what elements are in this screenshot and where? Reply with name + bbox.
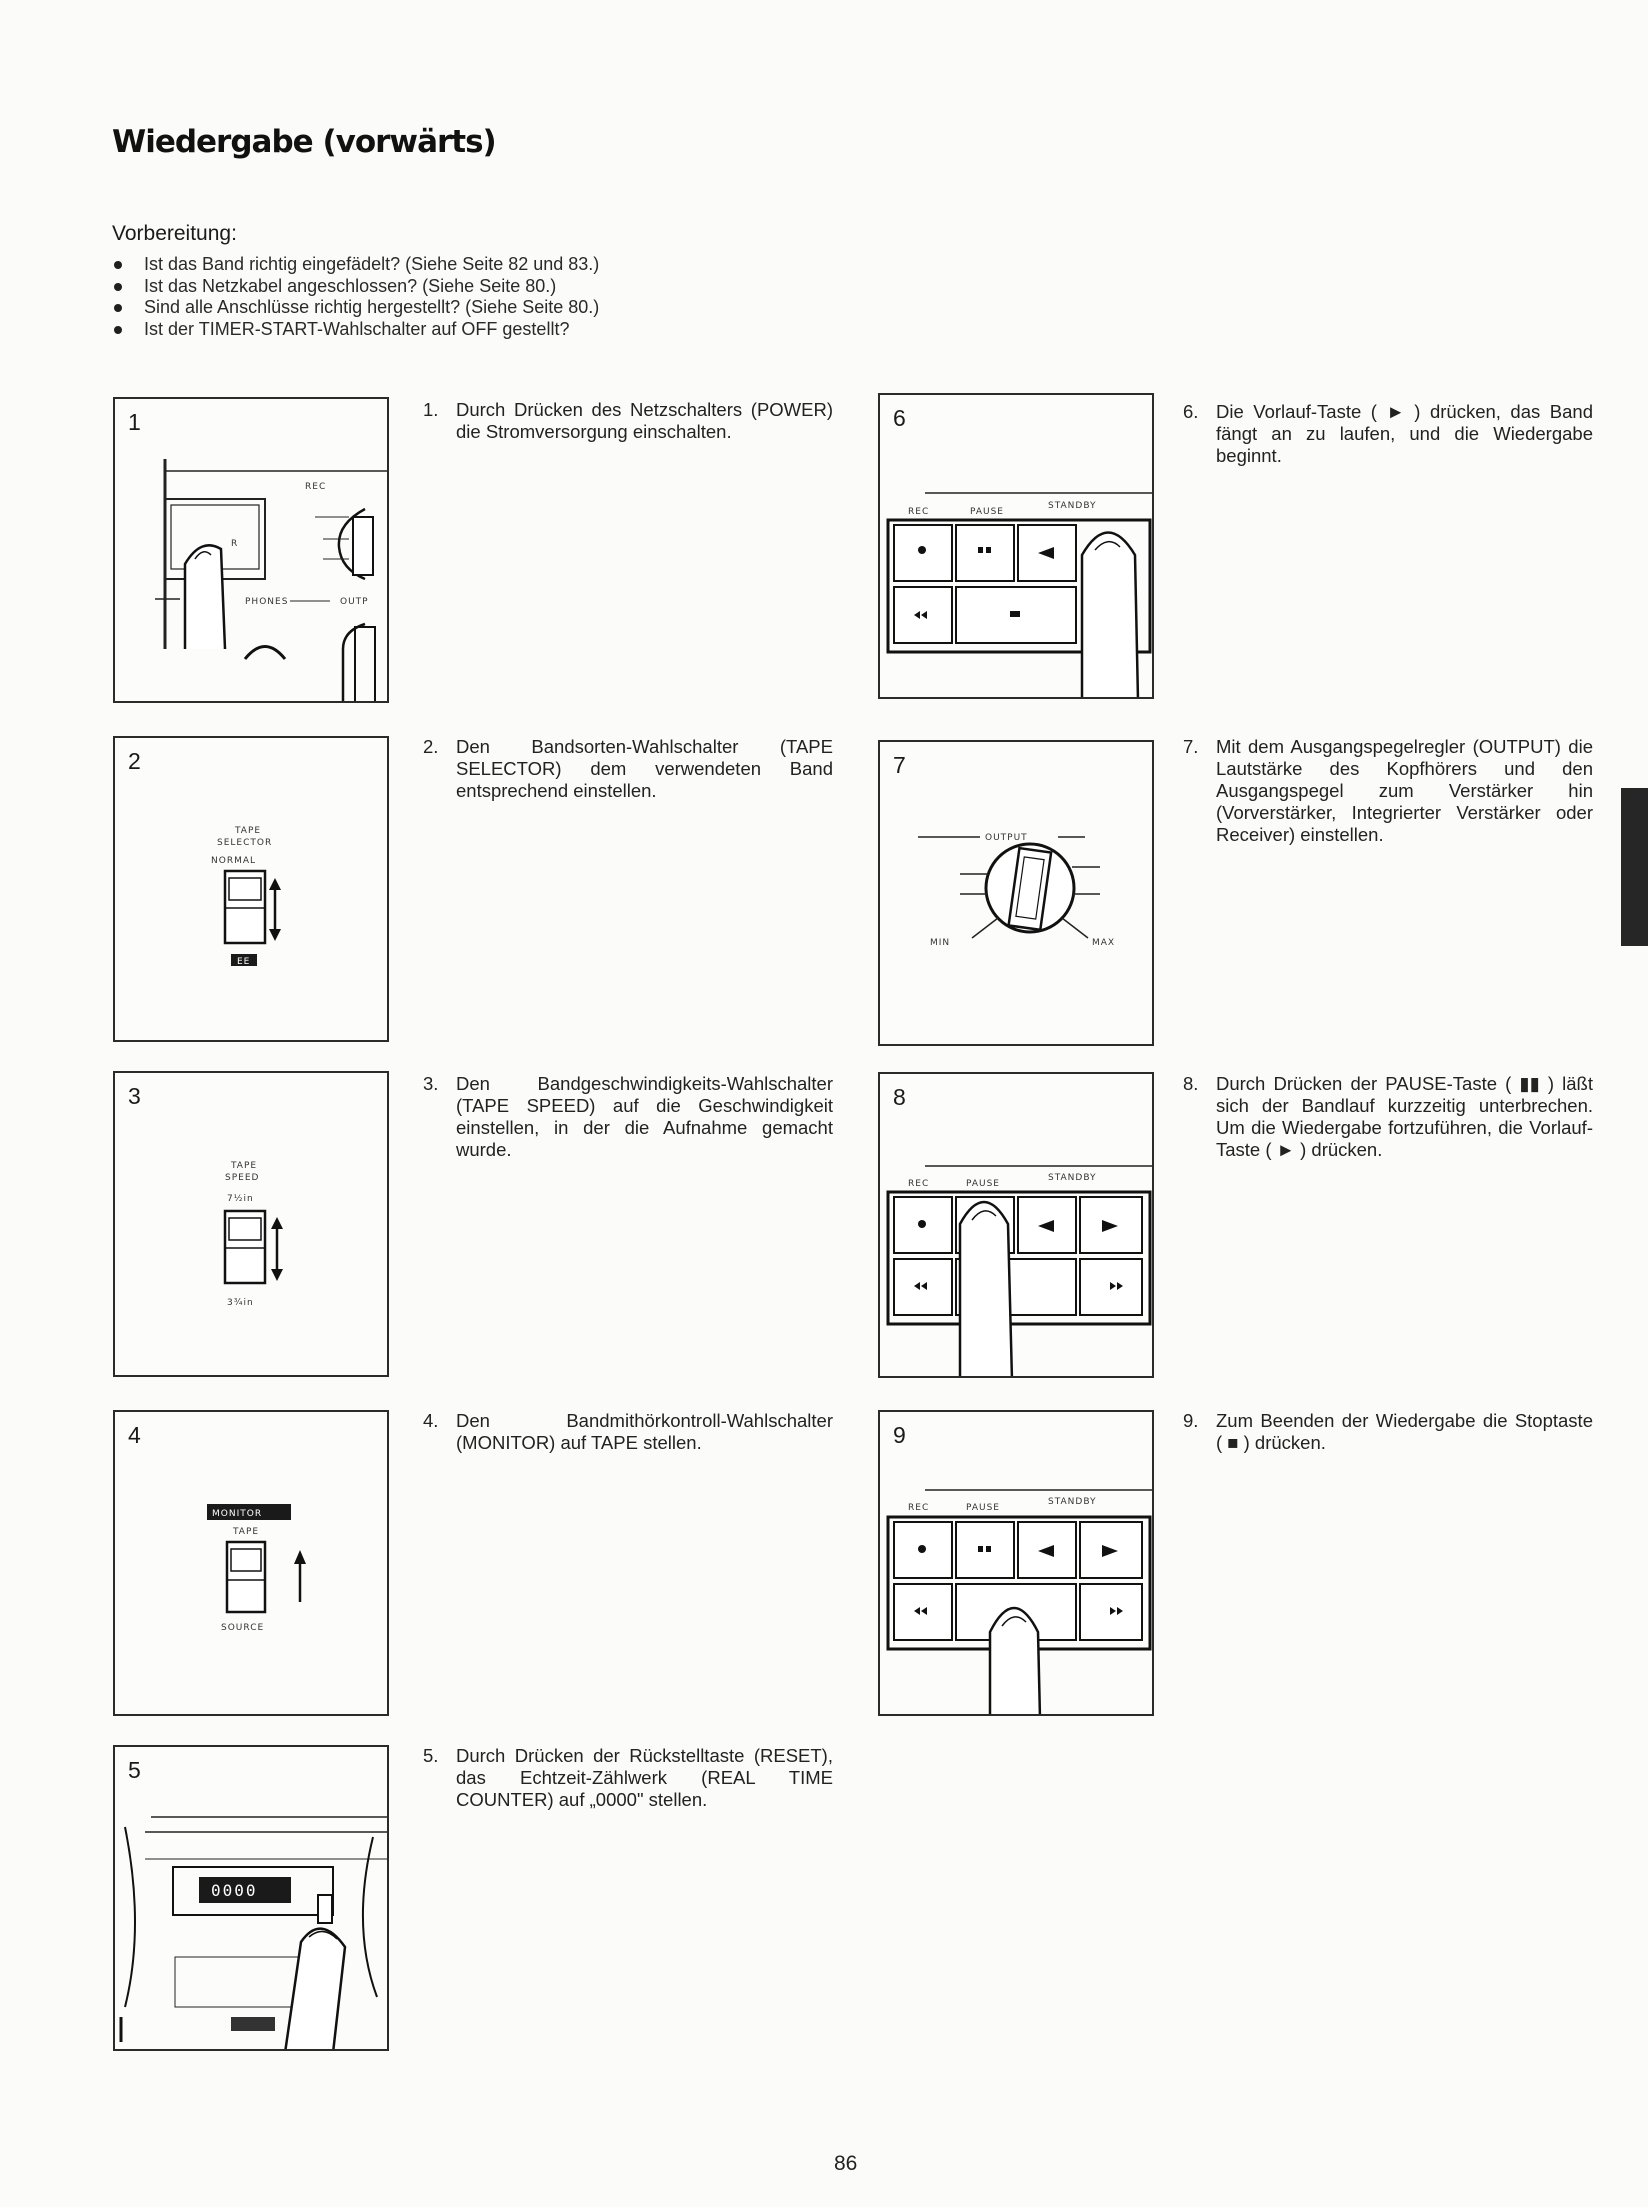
step-4-illustration bbox=[113, 1410, 389, 1716]
max-label: MAX bbox=[1092, 938, 1116, 948]
step-text: Mit dem Ausgangspegelregler (OUTPUT) die Lautstärke des Kopfhörers und den Ausgangspegel zum Verstärker hin (Vorverstärker, Integrierter Verstärker oder Receiver) einstellen. bbox=[1216, 736, 1593, 845]
step-number: 8 bbox=[893, 1084, 906, 1110]
tape-speed-label-1: TAPE bbox=[231, 1161, 258, 1171]
pause-label: PAUSE bbox=[966, 1179, 1000, 1189]
output-knob-drawing bbox=[880, 742, 1154, 1046]
transport-pause-drawing bbox=[880, 1074, 1154, 1378]
step-9-illustration bbox=[878, 1410, 1154, 1716]
step-6-illustration bbox=[878, 393, 1154, 699]
preparation-checklist bbox=[112, 254, 599, 340]
step-1-illustration bbox=[113, 397, 389, 703]
step-text: Durch Drücken der PAUSE-Taste ( ▮▮ ) läßt sich der Bandlauf kurzzeitig unterbrechen. Um die Wiedergabe fortzuführen, die Vorlauf-Taste ( ► ) drücken. bbox=[1216, 1073, 1593, 1160]
standby-label: STANDBY bbox=[1048, 1173, 1097, 1183]
standby-label: STANDBY bbox=[1048, 501, 1097, 511]
output-label: OUTPUT bbox=[985, 833, 1028, 843]
step-3-illustration bbox=[113, 1071, 389, 1377]
step-number: 2 bbox=[128, 748, 141, 774]
step-8-illustration bbox=[878, 1072, 1154, 1378]
step-2-instruction bbox=[423, 736, 833, 802]
preparation-heading: Vorbereitung: bbox=[112, 222, 237, 245]
counter-display: 0000 bbox=[211, 1881, 258, 1900]
step-number: 6 bbox=[893, 405, 906, 431]
step-text: Den Bandsorten-Wahlschalter (TAPE SELECTOR) dem verwendeten Band entsprechend einstellen. bbox=[456, 736, 833, 801]
transport-play-drawing bbox=[880, 395, 1154, 699]
output-short-label: OUTP bbox=[340, 597, 369, 607]
checklist-item: Ist das Netzkabel angeschlossen? (Siehe Seite 80.) bbox=[112, 276, 599, 298]
phones-label: PHONES bbox=[245, 597, 289, 607]
chapter-edge-tab bbox=[1621, 788, 1648, 946]
tape-selector-label-2: SELECTOR bbox=[217, 838, 273, 848]
pause-label: PAUSE bbox=[966, 1503, 1000, 1513]
speed-high-label: 7½in bbox=[227, 1194, 254, 1204]
source-label: SOURCE bbox=[221, 1623, 265, 1633]
tape-speed-label-2: SPEED bbox=[225, 1173, 260, 1183]
rec-label: REC bbox=[908, 1179, 930, 1189]
step-number: 3 bbox=[128, 1083, 141, 1109]
standby-label: STANDBY bbox=[1048, 1497, 1097, 1507]
step-label: 6. bbox=[1183, 401, 1199, 422]
step-7-instruction bbox=[1183, 736, 1593, 846]
checklist-item: Ist das Band richtig eingefädelt? (Siehe Seite 82 und 83.) bbox=[112, 254, 599, 276]
step-label: 3. bbox=[423, 1073, 439, 1094]
monitor-switch-drawing bbox=[115, 1412, 389, 1716]
step-text: Die Vorlauf-Taste ( ► ) drücken, das Band fängt an zu laufen, und die Wiedergabe beginnt. bbox=[1216, 401, 1593, 466]
normal-label: NORMAL bbox=[211, 856, 257, 866]
min-label: MIN bbox=[930, 938, 951, 948]
power-switch-drawing bbox=[115, 399, 389, 703]
step-4-instruction bbox=[423, 1410, 833, 1454]
transport-stop-drawing bbox=[880, 1412, 1154, 1716]
step-2-illustration bbox=[113, 736, 389, 1042]
tape-selector-label-1: TAPE bbox=[235, 826, 262, 836]
step-label: 9. bbox=[1183, 1410, 1199, 1431]
step-9-instruction bbox=[1183, 1410, 1593, 1454]
checklist-item: Sind alle Anschlüsse richtig hergestellt? (Siehe Seite 80.) bbox=[112, 297, 599, 319]
step-text: Den Bandmithörkontroll-Wahlschalter (MONITOR) auf TAPE stellen. bbox=[456, 1410, 833, 1453]
tape-label: TAPE bbox=[233, 1527, 260, 1537]
step-label: 8. bbox=[1183, 1073, 1199, 1094]
step-label: 5. bbox=[423, 1745, 439, 1766]
reset-counter-drawing bbox=[115, 1747, 389, 2051]
step-label: 2. bbox=[423, 736, 439, 757]
rec-label: REC bbox=[305, 482, 327, 492]
step-7-illustration bbox=[878, 740, 1154, 1046]
ee-label: EE bbox=[237, 957, 251, 967]
rec-label: REC bbox=[908, 1503, 930, 1513]
monitor-label: MONITOR bbox=[212, 1509, 263, 1519]
step-5-illustration bbox=[113, 1745, 389, 2051]
step-number: 5 bbox=[128, 1757, 141, 1783]
page-title: Wiedergabe (vorwärts) bbox=[112, 124, 496, 160]
step-label: 1. bbox=[423, 399, 439, 420]
power-label: R bbox=[231, 539, 239, 549]
step-label: 4. bbox=[423, 1410, 439, 1431]
step-8-instruction bbox=[1183, 1073, 1593, 1161]
pause-label: PAUSE bbox=[970, 507, 1004, 517]
step-1-instruction bbox=[423, 399, 833, 443]
step-3-instruction bbox=[423, 1073, 833, 1161]
step-text: Den Bandgeschwindigkeits-Wahlschalter (TAPE SPEED) auf die Geschwindigkeit einstellen, in der die Aufnahme gemacht wurde. bbox=[456, 1073, 833, 1160]
step-label: 7. bbox=[1183, 736, 1199, 757]
step-text: Durch Drücken der Rückstelltaste (RESET), das Echtzeit-Zählwerk (REAL TIME COUNTER) auf „0000" stellen. bbox=[456, 1745, 833, 1810]
page-number: 86 bbox=[834, 2152, 858, 2175]
step-number: 1 bbox=[128, 409, 141, 435]
step-number: 4 bbox=[128, 1422, 141, 1448]
step-6-instruction bbox=[1183, 401, 1593, 467]
step-text: Durch Drücken des Netzschalters (POWER) die Stromversorgung einschalten. bbox=[456, 399, 833, 442]
step-number: 7 bbox=[893, 752, 906, 778]
step-5-instruction bbox=[423, 1745, 833, 1811]
checklist-item: Ist der TIMER-START-Wahlschalter auf OFF gestellt? bbox=[112, 319, 599, 341]
tape-speed-drawing bbox=[115, 1073, 389, 1377]
speed-low-label: 3¾in bbox=[227, 1298, 254, 1308]
step-text: Zum Beenden der Wiedergabe die Stoptaste ( ■ ) drücken. bbox=[1216, 1410, 1593, 1453]
tape-selector-drawing bbox=[115, 738, 389, 1042]
step-number: 9 bbox=[893, 1422, 906, 1448]
rec-label: REC bbox=[908, 507, 930, 517]
